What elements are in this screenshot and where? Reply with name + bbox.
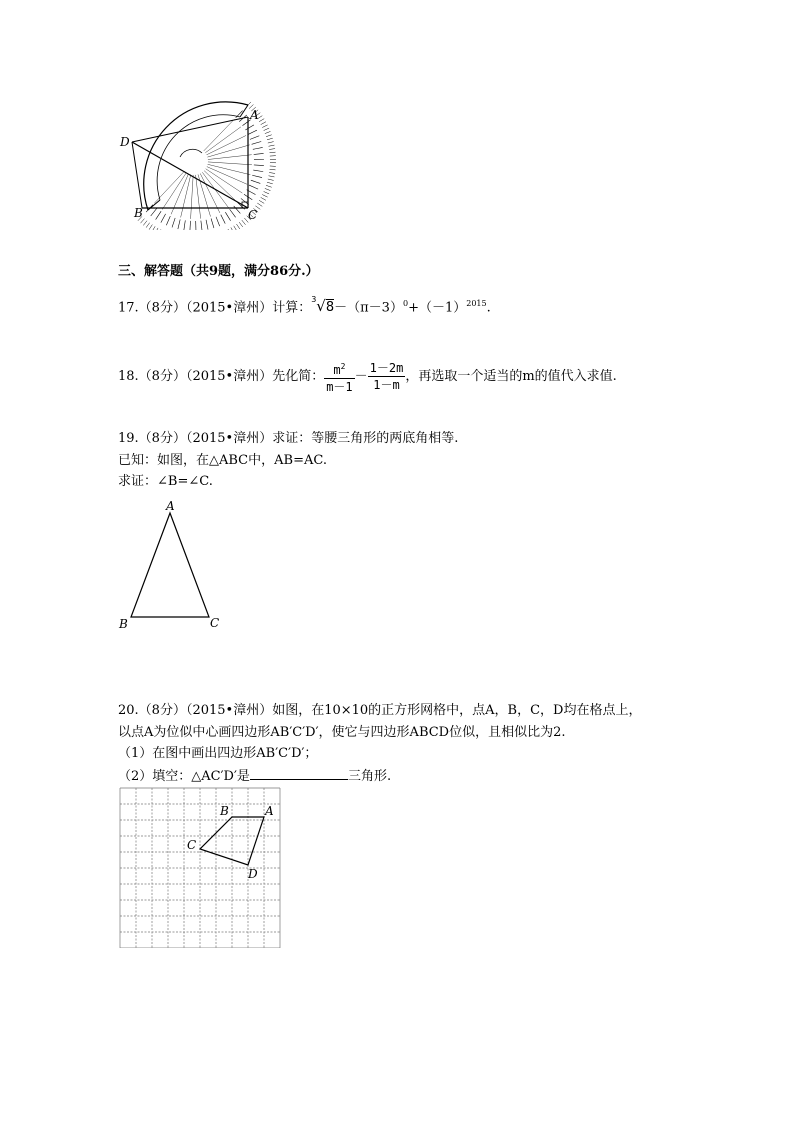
label-b: B <box>134 206 143 220</box>
question-17: 17.（8分）（2015•漳州）计算：$^3√8-(\pi-3)^0+(-1)^{2015}$. <box>118 295 491 316</box>
grid-label-c: C <box>187 838 197 852</box>
q20-line1: 20.（8分）（2015•漳州）如图，在10×10的正方形网格中，点A，B，C，D均在格点上， <box>118 703 642 718</box>
grid-figure <box>118 786 282 948</box>
q17-end: . <box>486 300 491 316</box>
section-heading: 三、解答题（共9题，满分86分.） <box>118 264 319 279</box>
triangle-figure <box>112 496 232 636</box>
q20-line3: （1）在图中画出四边形AB′C′D′； <box>118 746 318 761</box>
q18-fraction-2: $\frac{1-2m}{1-m}$ <box>369 361 404 392</box>
q19-line1: 19.（8分）（2015•漳州）求证：等腰三角形的两底角相等. <box>118 431 459 446</box>
q20-line2: 以点A为位似中心画四边形AB′C′D′，使它与四边形ABCD位似，且相似比为2. <box>118 725 566 740</box>
q20-line4: （2）填空：△AC′D′是 三角形. <box>118 769 392 784</box>
grid-label-b: B <box>220 804 229 818</box>
q19-line2: 已知：如图，在△ABC中，AB=AC. <box>118 453 327 468</box>
segment-da <box>132 117 248 142</box>
q18-minus: － <box>354 369 368 384</box>
q17-prefix: 17.（8分）（2015•漳州）计算： <box>118 300 312 316</box>
tri-label-c: C <box>210 616 220 630</box>
protractor-figure <box>110 95 280 230</box>
q17-root-index: 3 <box>311 295 317 304</box>
segment-dc <box>132 142 248 208</box>
triangle-abc <box>131 513 209 617</box>
q17-radicand: 8 <box>325 300 335 316</box>
segment-db <box>132 142 142 208</box>
grid-label-d: D <box>248 867 258 881</box>
question-18 <box>118 358 617 396</box>
answer-blank[interactable] <box>250 767 348 780</box>
q17-exp2015: 2015 <box>466 299 487 308</box>
q19-line3: 求证：∠B=∠C. <box>118 474 213 489</box>
q17-exp0: 0 <box>402 299 409 308</box>
tri-label-a: A <box>166 499 175 513</box>
q18-suffix: ，再选取一个适当的m的值代入求值. <box>405 369 617 384</box>
grid-label-a: A <box>265 804 274 818</box>
q18-prefix: 18.（8分）（2015•漳州）先化简： <box>118 369 325 384</box>
q17-plus: +（－1） <box>408 300 467 316</box>
tri-label-b: B <box>119 617 128 631</box>
label-a: A <box>250 108 259 122</box>
label-c: C <box>248 208 258 222</box>
label-d: D <box>120 135 130 149</box>
q17-rest: －（π－3） <box>334 300 403 316</box>
q18-fraction-1: $\frac{m^2}{m-1}$ <box>324 359 354 395</box>
